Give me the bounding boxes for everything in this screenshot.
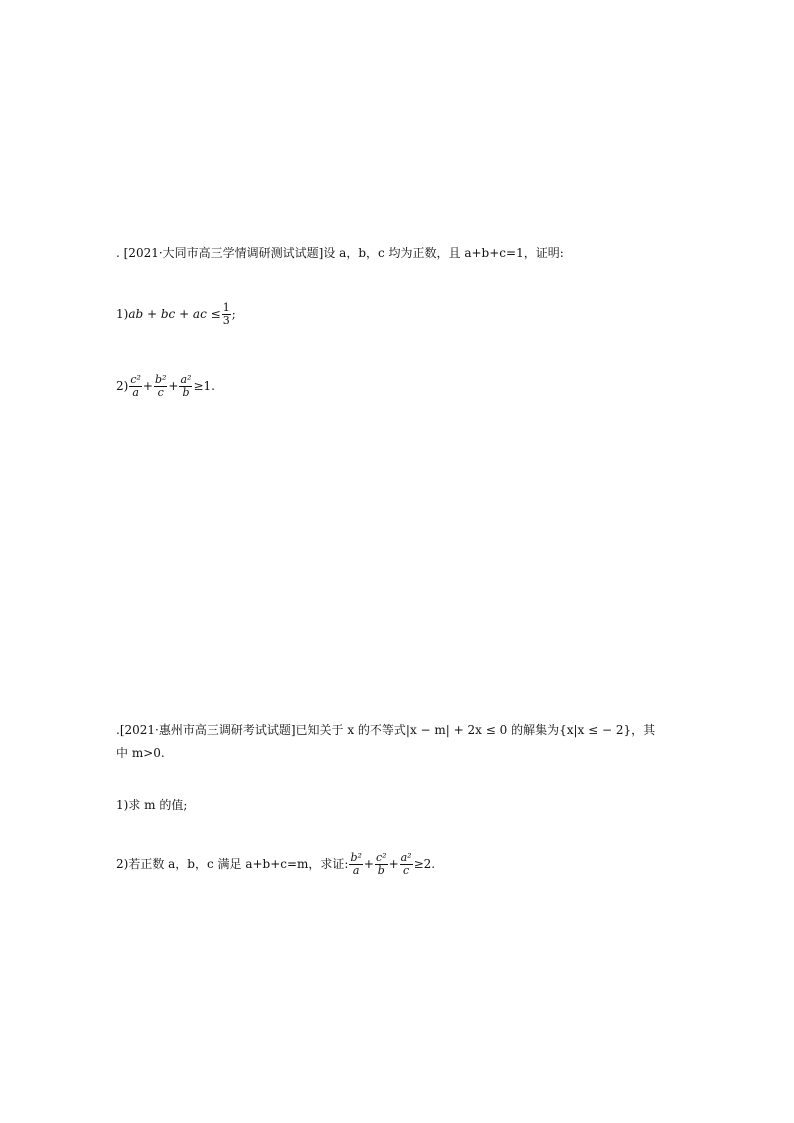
problem1-part2-fraction-1: [129, 374, 142, 399]
problem2-part2: [116, 852, 435, 877]
problem1-part2-prefix: 2): [116, 379, 129, 393]
plus-sign: +: [168, 379, 179, 393]
problem1-part1-expr: ab + bc + ac ≤: [128, 307, 221, 321]
problem2-part2-suffix: ≥2.: [413, 857, 436, 871]
problem2-part2-fraction-2: [375, 852, 388, 877]
problem2-part2-fraction-1: [349, 852, 362, 877]
fraction-denominator: c: [157, 386, 164, 399]
problem1-intro: . [2021·大同市高三学情调研测试试题]设 a，b，c 均为正数，且 a+b+c=1，证明:: [116, 246, 564, 260]
problem2-part2-prefix: 2)若正数 a，b，c 满足 a+b+c=m，求证:: [116, 857, 349, 871]
fraction-denominator: 3: [222, 314, 230, 327]
problem1-part1-suffix: ;: [231, 307, 236, 321]
problem2-intro-line1: .[2021·惠州市高三调研考试试题]已知关于 x 的不等式|x − m| + 2x ≤ 0 的解集为{x|x ≤ − 2}，其: [116, 723, 656, 737]
problem1-part2: [116, 374, 215, 399]
fraction-numerator: 1: [222, 301, 230, 314]
problem1-part2-suffix: ≥1.: [193, 379, 215, 393]
problem1-part2-fraction-3: [179, 374, 192, 399]
problem1-part2-fraction-2: [154, 374, 167, 399]
fraction-numerator: c²: [375, 851, 387, 864]
fraction-denominator: a: [352, 864, 360, 877]
problem2-intro-line2: 中 m>0.: [116, 746, 165, 760]
problem1-part1-fraction: [222, 302, 231, 327]
fraction-denominator: a: [132, 386, 139, 399]
fraction-numerator: a²: [180, 373, 192, 386]
fraction-numerator: b²: [350, 851, 362, 864]
fraction-numerator: b²: [154, 373, 167, 386]
plus-sign: +: [363, 857, 374, 871]
plus-sign: +: [142, 379, 153, 393]
plus-sign: +: [388, 857, 399, 871]
fraction-denominator: b: [377, 864, 385, 877]
fraction-denominator: b: [182, 386, 190, 399]
problem2-part2-fraction-3: [400, 852, 413, 877]
problem2-part1: 1)求 m 的值;: [116, 798, 188, 812]
problem1-part1: [116, 302, 236, 327]
problem1-part1-prefix: 1): [116, 307, 129, 321]
fraction-numerator: c²: [130, 373, 141, 386]
fraction-numerator: a²: [400, 851, 412, 864]
fraction-denominator: c: [403, 864, 410, 877]
